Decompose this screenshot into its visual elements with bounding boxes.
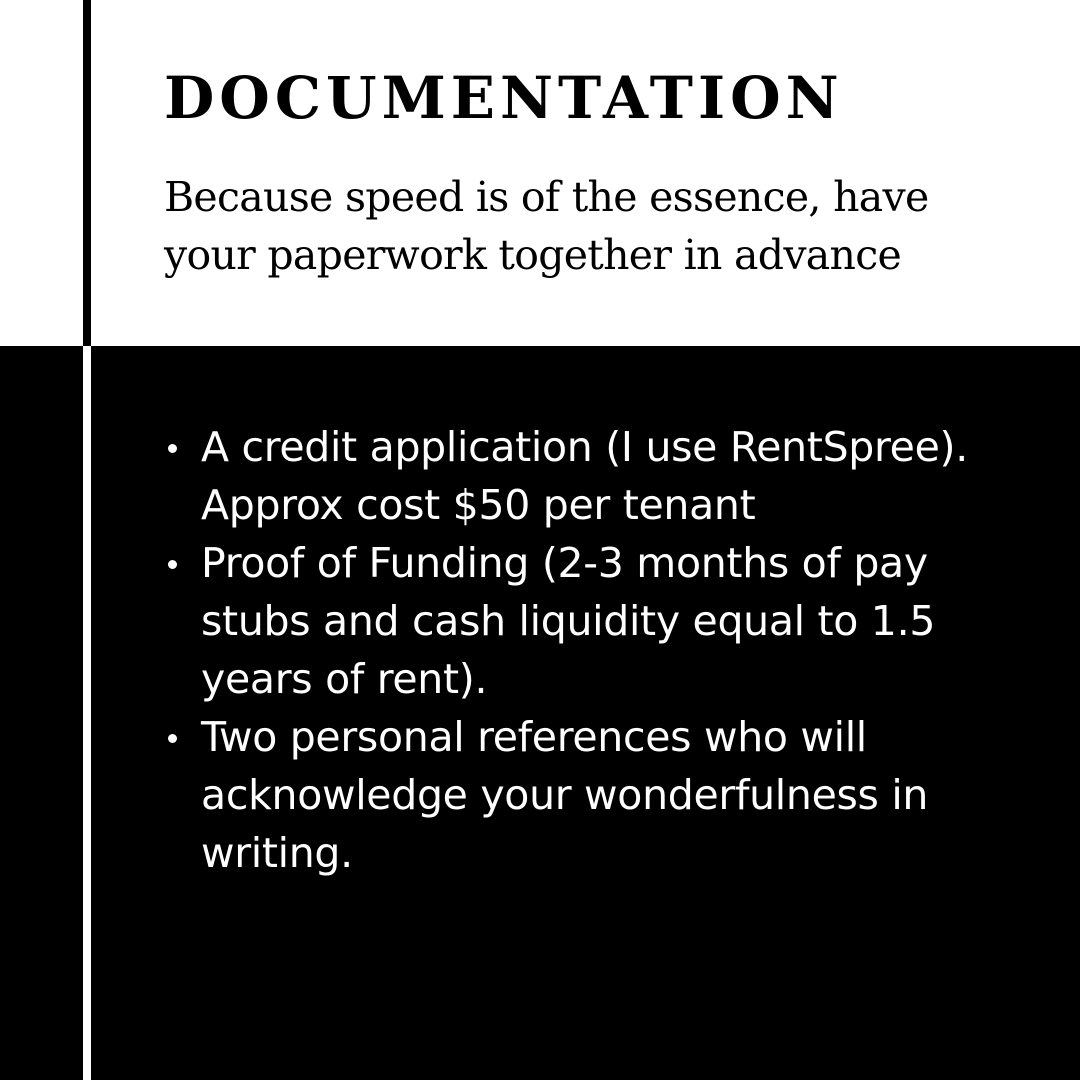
list-item: [164, 418, 1024, 534]
list-item: [164, 708, 1024, 882]
documentation-list: [164, 418, 1024, 882]
list-item: [164, 534, 1024, 708]
subtitle: Because speed is of the essence, have your paperwork together in advance: [164, 173, 929, 279]
bullet-icon: [168, 734, 177, 743]
vertical-divider-top: [83, 0, 91, 346]
list-item-text: Proof of Funding (2-3 months of pay stubs and cash liquidity equal to 1.5 years of rent).: [201, 539, 936, 703]
bullet-icon: [168, 560, 177, 569]
page-title: DOCUMENTATION: [164, 64, 844, 132]
vertical-divider-bottom: [83, 346, 91, 1080]
list-item-text: A credit application (I use RentSpree). Approx cost $50 per tenant: [201, 423, 968, 529]
bullet-icon: [168, 444, 177, 453]
list-item-text: Two personal references who will acknowledge your wonderfulness in writing.: [201, 713, 929, 877]
